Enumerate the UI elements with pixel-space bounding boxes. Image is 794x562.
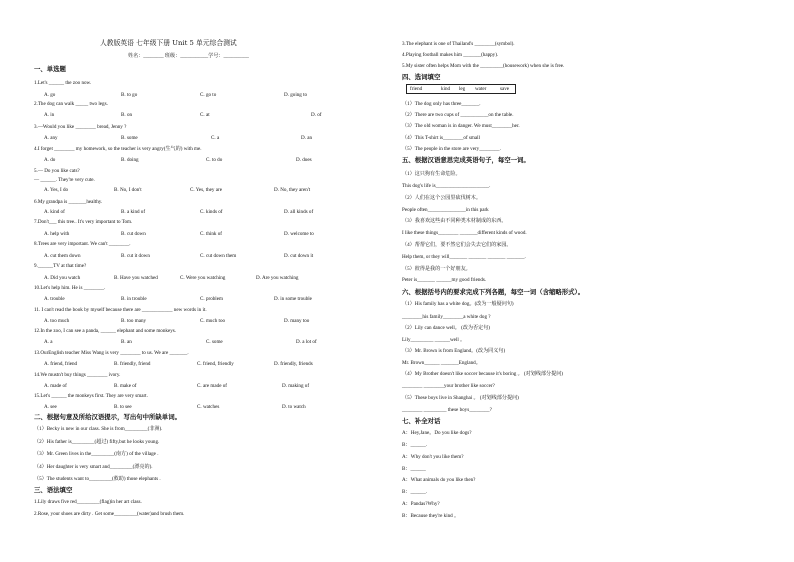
- answer-option: C. much too: [200, 318, 226, 324]
- text-line: （2）人们在这个公园里砍伐树木。: [402, 195, 481, 201]
- text-line: 12.In the zoo, I can see a panda, ______ elephant and some monkeys.: [34, 328, 177, 334]
- answer-option: B. cut down: [121, 231, 146, 237]
- answer-option: C. are made of: [197, 383, 227, 389]
- text-line: B：Because they're kind 。: [402, 513, 460, 519]
- answer-option: D. cut down it: [284, 253, 314, 259]
- answer-option: B. doing: [121, 157, 139, 163]
- answer-option: D. of: [311, 112, 322, 118]
- text-line: A：Pandas?Why?: [402, 501, 440, 507]
- answer-option: B. cut it down: [121, 253, 150, 259]
- answer-option: B. in trouble: [121, 296, 147, 302]
- answer-option: A. Yes, I do: [44, 187, 69, 193]
- text-line: （5）The people in the store are very________.: [402, 146, 501, 152]
- text-line: ________ ________your brother like soccer?: [402, 383, 495, 389]
- text-line: 3.The elephant is one of Thailand's ________(symbol).: [402, 41, 515, 47]
- text-line: A：Hey,Jane。Do you like dogs?: [402, 430, 472, 436]
- answer-option: C. friend, friendly: [197, 361, 234, 367]
- text-line: 10.Let's help him. He is ________.: [34, 285, 106, 291]
- text-line: （1）Becky is new in our class. She is from_________(非洲).: [34, 426, 163, 432]
- text-line: （5）These boys live in Shanghai 。 (对划线部分提问): [402, 395, 519, 401]
- answer-option: D. Are you watching: [256, 275, 299, 281]
- section-heading: 七、补全对话: [402, 417, 441, 425]
- answer-option: B. too many: [121, 318, 147, 324]
- answer-option: B. friendly, friend: [114, 361, 151, 367]
- answer-option: A. trouble: [44, 296, 65, 302]
- text-line: 15.Let's ______ the monkeys first. They are very smart.: [34, 393, 148, 399]
- text-line: A：Why don't you like them?: [402, 454, 464, 460]
- text-line: 5.My sister often helps Mom with the _________(housework) when she is free.: [402, 63, 565, 69]
- text-line: （5）The students want to_________(救助) those elephants .: [34, 476, 161, 482]
- answer-option: A. friend, friend: [44, 361, 78, 367]
- text-line: （4）This T-shirt is________of small: [402, 135, 480, 141]
- text-line: （1）His family has a white dog。(改为一般疑问句): [402, 301, 514, 307]
- word-box-item: friend: [410, 85, 423, 92]
- text-line: People often_______________in this park: [402, 207, 489, 213]
- answer-option: C. Were you watching: [180, 275, 226, 281]
- text-line: 1.Let's ______ the zoo now.: [34, 80, 92, 86]
- answer-option: B. an: [121, 339, 132, 345]
- answer-option: C. kinds of: [200, 209, 223, 215]
- text-line: ________his family________a white dog ?: [402, 314, 491, 320]
- answer-option: D. going to: [284, 92, 308, 98]
- section-heading: 四、选词填空: [402, 73, 441, 81]
- student-info-line: 姓名：________ 班级：___________学号：__________: [128, 53, 249, 59]
- text-line: B：______.: [402, 442, 428, 448]
- text-line: 3.—Would you like ________ bread, Jenny ?: [34, 124, 127, 130]
- answer-option: C. at: [200, 112, 210, 118]
- answer-option: B. some: [121, 135, 138, 141]
- answer-option: A. too much: [44, 318, 70, 324]
- answer-option: C. to do: [206, 157, 223, 163]
- word-box-item: leg: [459, 85, 466, 92]
- text-line: 6.My grandpa is _______healthy.: [34, 199, 103, 205]
- answer-option: D. a lot of: [296, 339, 317, 345]
- answer-option: B. to go: [121, 92, 138, 98]
- answer-option: A. help with: [44, 231, 70, 237]
- text-line: 2.The dog can walk _____ two legs.: [34, 101, 108, 107]
- text-line: 4.I forget ________ my homework, so the teacher is very angry(生气的) with me.: [34, 146, 202, 152]
- answer-option: D. friendly, friends: [274, 361, 313, 367]
- answer-option: D. an: [301, 135, 313, 141]
- answer-option: A. do: [44, 157, 56, 163]
- text-line: B：______: [402, 466, 426, 472]
- answer-option: A. made of: [44, 383, 67, 389]
- text-line: B：______.: [402, 489, 428, 495]
- text-line: Mr. Brown______ _______England。: [402, 360, 481, 366]
- answer-option: C. Yes, they are: [190, 187, 222, 193]
- text-line: （2）There are two cups of ___________on the table.: [402, 112, 514, 118]
- answer-option: A. go: [44, 92, 56, 98]
- text-line: （1）这只狗有生命危险。: [402, 171, 461, 177]
- text-line: （3）The old woman is in danger. We must________her.: [402, 123, 520, 129]
- answer-option: A. a: [44, 339, 53, 345]
- answer-option: D. many too: [284, 318, 310, 324]
- text-line: Lily_________ ______well 。: [402, 337, 466, 343]
- text-line: 4.Playing football makes him _______(happy).: [402, 52, 499, 58]
- answer-option: A. see: [44, 404, 57, 410]
- answer-option: C. think of: [200, 231, 222, 237]
- answer-option: C. problem: [200, 296, 223, 302]
- answer-option: B. to see: [114, 404, 132, 410]
- answer-option: A. cut them down: [44, 253, 81, 259]
- text-line: This dog's life is_____________________.: [402, 183, 491, 189]
- text-line: 5.— Do you like cats?: [34, 168, 80, 174]
- text-line: （1）The dog only has three_______.: [402, 101, 481, 107]
- text-line: 14.We mustn't buy things ________ ivory.: [34, 372, 121, 378]
- answer-option: C. some: [206, 339, 223, 345]
- answer-option: B. make of: [114, 383, 137, 389]
- answer-option: C. watches: [197, 404, 220, 410]
- text-line: （4）帮帮它们，要不然它们会失去它们的家园。: [402, 242, 512, 248]
- text-line: （3）Mr. Green lives in the_________(南方) of the village .: [34, 451, 159, 457]
- text-line: Peter is_______ ______my good friends.: [402, 277, 487, 283]
- word-box-item: kind: [441, 85, 451, 92]
- answer-option: C. a: [211, 135, 220, 141]
- word-box-item: save: [500, 85, 510, 92]
- answer-option: D. welcome to: [284, 231, 314, 237]
- answer-option: D. all kinds of: [284, 209, 314, 215]
- text-line: A：What animals do you like then?: [402, 477, 476, 483]
- answer-option: A. any: [44, 135, 58, 141]
- text-line: ________ _________ these boys________?: [402, 407, 492, 413]
- answer-option: B. a kind of: [121, 209, 146, 215]
- answer-option: C. cut down them: [200, 253, 237, 259]
- answer-option: A. in: [44, 112, 55, 118]
- answer-option: B. No, I don't: [114, 187, 142, 193]
- answer-option: D. making of: [282, 383, 310, 389]
- word-box: [406, 84, 516, 94]
- text-line: （3）我喜欢这些由不同种类木材制成的东西。: [402, 218, 507, 224]
- text-line: 13.OurEnglish teacher Miss Wang is very ________ to us. We are _______.: [34, 350, 189, 356]
- section-heading: 三、语法填空: [34, 486, 73, 494]
- text-line: 8.Trees are very important. We can't ________.: [34, 241, 131, 247]
- text-line: （4）Her daughter is very smart and_________(漂亮的).: [34, 464, 153, 470]
- text-line: （2）His father is_________(超过) fifty,but he looks young.: [34, 439, 160, 445]
- answer-option: D. to watch: [282, 404, 306, 410]
- text-line: 2.Rose, your shoes are dirty . Get some_________(water)and brush them.: [34, 511, 185, 517]
- text-line: Help them, or they will_______ _______ _______ _______.: [402, 254, 526, 260]
- section-heading: 一、单选题: [34, 65, 66, 73]
- section-heading: 五、根据汉语意思完成英语句子，每空一词。: [402, 156, 530, 164]
- text-line: I like these things________ _______different kinds of wood.: [402, 230, 527, 236]
- answer-option: C. go to: [200, 92, 217, 98]
- answer-option: B. on: [121, 112, 133, 118]
- text-line: （2）Lily can dance well。 (改为否定句): [402, 325, 490, 331]
- text-line: （5）彼得是我的一个好朋友。: [402, 266, 471, 272]
- text-line: 9.______TV at that time?: [34, 263, 87, 269]
- page-title: 人教版英语 七年级下册 Unit 5 单元综合测试: [100, 39, 237, 47]
- section-heading: 六、根据括号内的要求完成下列各题，每空一词（含缩略形式）。: [402, 288, 585, 296]
- answer-option: D. No, they aren't: [274, 187, 311, 193]
- answer-option: A. Did you watch: [44, 275, 81, 281]
- section-heading: 二、根据句意及所给汉语提示，写出句中所缺单词。: [34, 413, 181, 421]
- text-line: 1.Lily draws five red_________(flag)in her art class.: [34, 499, 142, 505]
- answer-option: B. Have you watched: [114, 275, 158, 281]
- text-line: （4）My Brother doesn't like soccer because it's boring 。 (对划线部分提问): [402, 371, 563, 377]
- text-line: 7.Don't___ this tree.. It's very important to Tom.: [34, 219, 133, 225]
- word-box-item: water: [475, 85, 487, 92]
- text-line: （3）Mr. Brown is from England。(改为同义句): [402, 348, 506, 354]
- text-line: 11. I can't read the book by myself because there are ____________ new words in it.: [34, 307, 207, 313]
- text-line: — ______. They're very cute.: [34, 177, 95, 183]
- answer-option: A. kind of: [44, 209, 65, 215]
- answer-option: D. does: [296, 157, 312, 163]
- answer-option: D. in some trouble: [274, 296, 312, 302]
